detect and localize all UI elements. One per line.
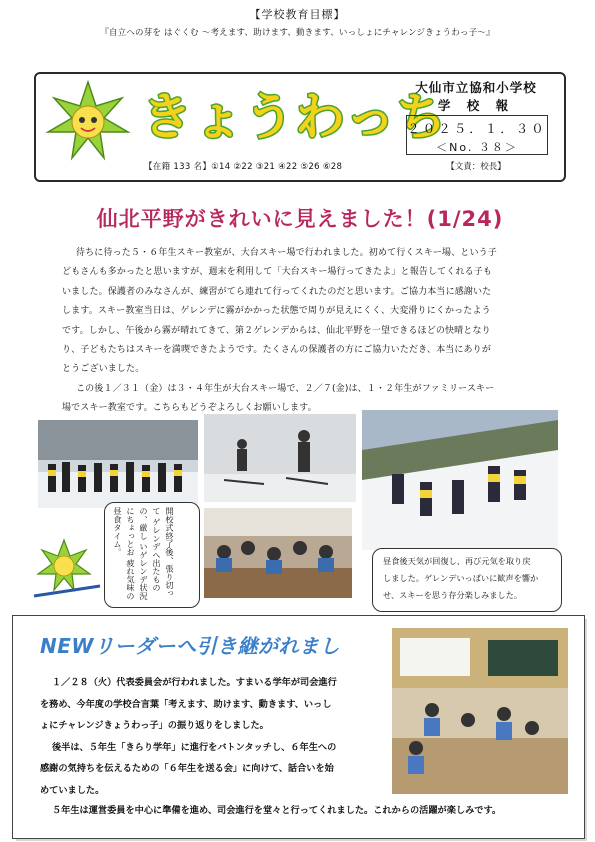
body-line: いました。保護者のみなさんが、練習がてら連れて行ってくれたのだと思います。ご協力本当に感謝いた xyxy=(62,286,492,297)
skiing-mascot-icon xyxy=(30,536,104,602)
caption-lunch-text: 開校式終了後、張り切って ゲレンデへ出たものの、厳し いゲレンデ状況にちょっとお 疲れ気味の昼食タイム。 xyxy=(113,507,175,600)
photo-ski-opening xyxy=(38,420,198,508)
school-goal-text: 『自立への芽を はぐくむ ～考えます、助けます、動きます、いっしょにチャレンジきょうわっ子～』 xyxy=(100,28,495,38)
article-body xyxy=(62,244,552,419)
logo-text: きょうわっち xyxy=(142,88,448,146)
photo-lunch-time xyxy=(204,508,352,598)
caption-lunch-callout xyxy=(104,502,200,608)
section-line: ょにチャレンジきょうわっ子」の振り返りをしました。 xyxy=(40,720,269,731)
article-headline: 仙北平野がきれいに見えました！(1/24) xyxy=(96,207,504,231)
issue-date: ２０２５．１．３０ xyxy=(407,121,547,136)
body-line: どもさんも多かったと思いますが、週末を利用して「大台スキー場行ってきたよ」と報告してくれる子も xyxy=(62,267,493,278)
caption-line: 昼食後天気が回復し、再び元気を取り戻 xyxy=(383,556,531,566)
school-goal-heading: 【学校教育目標】 xyxy=(249,8,346,21)
body-line: この後１／３１（金）は３・４年生が大台スキー場で、２／７(金)は、１・２年生がファミリースキー xyxy=(76,383,495,394)
section-line: １／２８（火）代表委員会が行われました。すまいる学年が司会進行 xyxy=(52,677,337,688)
section-line: 後半は、５年生「きらり学年」に進行をバトンタッチし、６年生への xyxy=(52,741,337,753)
author-note: 【文責：校長】 xyxy=(446,162,506,172)
section-line: を務め、今年度の学校合言葉「考えます、助けます、動きます、いっし xyxy=(40,698,332,710)
section-body xyxy=(40,672,380,801)
body-line: します。スキー教室当日は、ゲレンデに霧がかかった状態で周りが見えにくく、大変滑りにくかったよう xyxy=(62,306,491,317)
section-title: NEWリーダーへ引き継がれまし xyxy=(40,634,340,658)
mascot-star-icon xyxy=(44,80,132,160)
issue-number: ＜No. ３８＞ xyxy=(436,141,518,154)
section-closing-line: ５年生は運営委員を中心に準備を進め、司会進行を堂々と行ってくれました。これからの活躍が楽しみです。 xyxy=(52,805,502,816)
photo-ski-fog xyxy=(204,414,356,502)
body-line: です。しかし、午後から霧が晴れてきて、第２ゲレンデからは、仙北平野を一望できるほどの快晴となり xyxy=(62,325,491,336)
caption-afternoon-callout xyxy=(372,548,562,612)
caption-line: しました。ゲレンデいっぱいに歓声を響か xyxy=(383,573,539,583)
body-line: り、子どもたちはスキーを満喫できたようです。たくさんの保護者の方にご協力いただき、本当にありが xyxy=(62,345,491,356)
newsletter-logo xyxy=(138,82,448,148)
photo-ski-sunny xyxy=(362,410,558,550)
section-line: 感謝の気持ちを伝えるための「６年生を送る会」に向けて、話合いを始 xyxy=(40,763,334,774)
body-line: とうございました。 xyxy=(62,364,145,375)
date-issue-box xyxy=(406,115,548,155)
section-line: めていました。 xyxy=(40,784,105,796)
body-line: 待ちに待った５・６年生スキー教室が、大台スキー場で行われました。初めて行くスキー場、という子 xyxy=(76,248,497,258)
photo-committee-meeting xyxy=(392,628,568,794)
enrollment-info: 【在籍 133 名】①14 ②22 ③21 ④22 ⑤26 ⑥28 xyxy=(144,162,343,172)
body-line: 場でスキー教室です。こちらもどうぞよろしくお願いします。 xyxy=(62,403,317,414)
school-name: 大仙市立協和小学校 xyxy=(415,80,537,95)
caption-line: せ、スキーを思う存分楽しみました。 xyxy=(383,590,522,600)
paper-name: 学 校 報 xyxy=(437,98,515,113)
